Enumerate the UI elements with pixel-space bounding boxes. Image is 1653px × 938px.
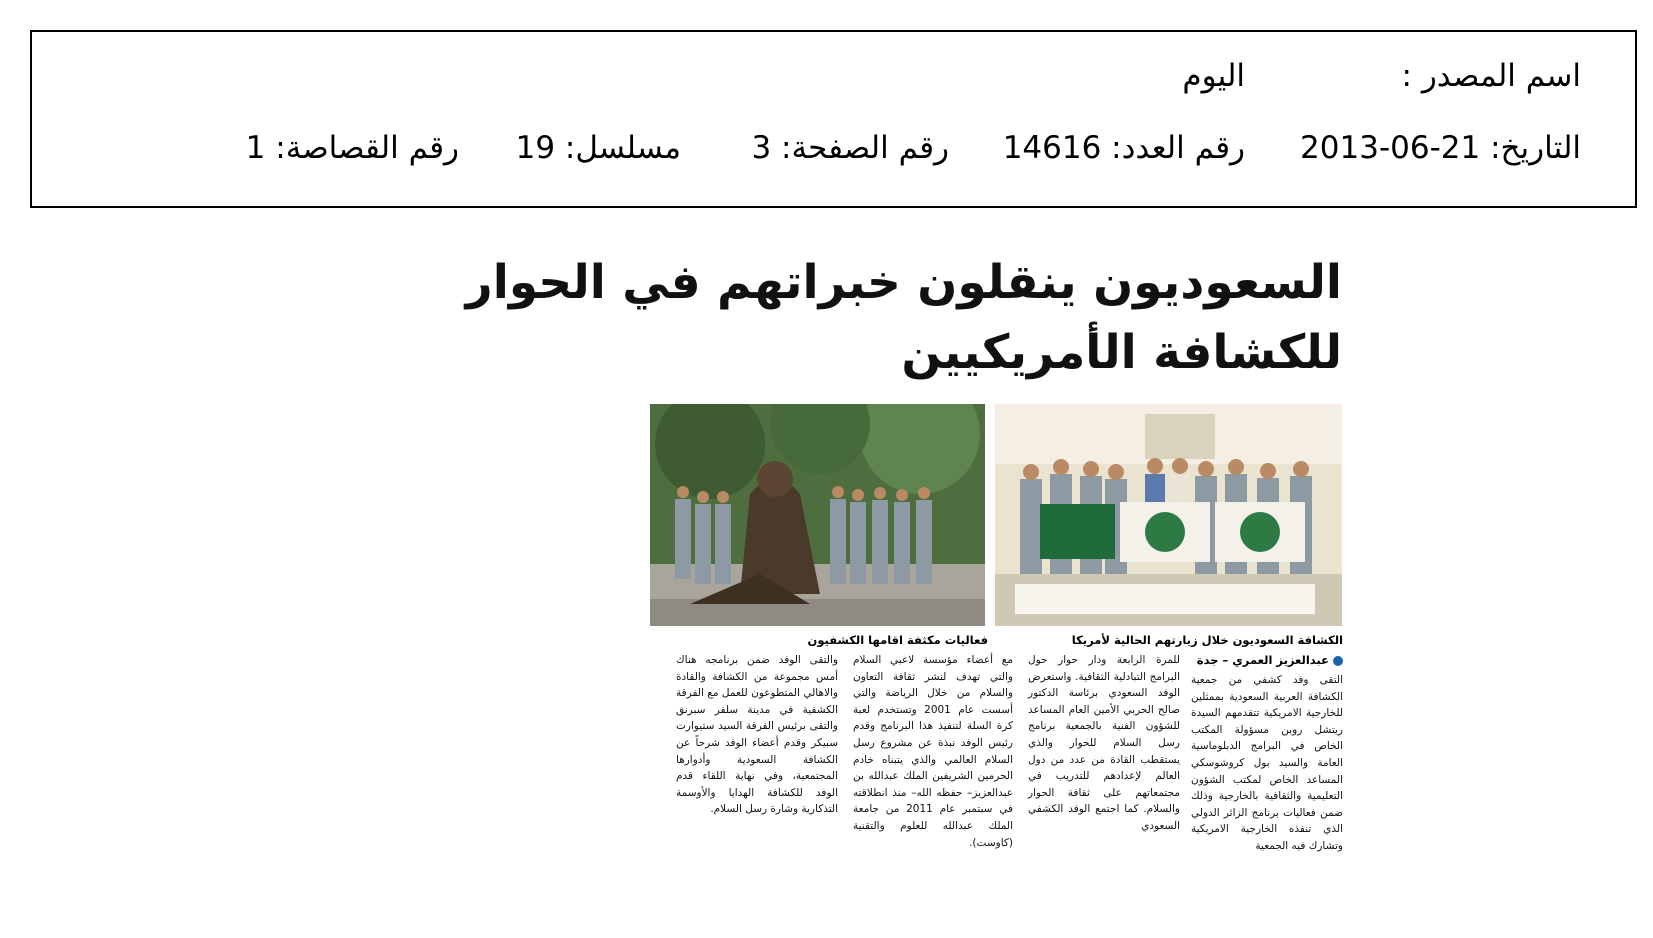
source-value: اليوم: [1182, 58, 1245, 94]
newspaper-clipping: [300, 240, 1355, 870]
article-column-4: [676, 652, 838, 818]
source-label: اسم المصدر :: [1401, 58, 1581, 94]
column-text: التقى وفد كشفي من جمعية الكشافة العربية السعودية بممثلين للخارجية الامريكية تتقدمهم السيدة ريتشل روبن مسؤولة المكتب الخاص في البرامج الدبلوماسية العامة والسيد بول كروشوسكي المساعد الخاص لمكتب الشؤون التعليمية والثقافية بالخارجية وذلك ضمن فعاليات برنامج الزائر الدولي الذي تنفذه الخارجية الامريكية وتشارك فيه الجمعية: [1191, 674, 1343, 852]
photo-scouts-flags: [995, 404, 1342, 626]
article-headline: السعوديون ينقلون خبراتهم في الحوار للكشافة الأمريكيين: [465, 255, 1342, 380]
column-text: والتقى الوفد ضمن برنامجه هناك أمس مجموعة من الكشافة والقادة والاهالي المتطوعون للعمل مع الفرقة الكشفية في مدينة سلفر سبرنق والتقى برئيس الفرقة السيد ستيوارت سبيكر وقدم أعضاء الوفد شرحاً عن الكشافة السعودية وأدوارها المجتمعية، وفي نهاية اللقاء قدم الوفد للكشافة الهدايا والأوسمة التذكارية وشارة رسل السلام.: [676, 654, 838, 816]
header-box: [30, 30, 1637, 208]
caption-right-photo: الكشافة السعوديون خلال زيارتهم الحالية لأمريكا: [1071, 633, 1343, 647]
serial-number: مسلسل: 19: [515, 130, 681, 166]
byline-text: عبدالعزيز العمري – جدة: [1196, 653, 1329, 667]
bullet-dot-icon: [1333, 656, 1343, 666]
date-field: التاريخ: 21-06-2013: [1300, 130, 1581, 166]
issue-number: رقم العدد: 14616: [1002, 130, 1245, 166]
column-text: مع أعضاء مؤسسة لاعبي السلام والتي تهدف لنشر ثقافة التعاون والسلام من خلال الرياضة والتي أسست عام 2001 وتستخدم لعبة كرة السلة لتنفيذ هذا البرنامج وقدم رئيس الوفد نبذة عن مشروع رسل السلام العالمي والذي يتبناه خادم الحرمين الشريفين الملك عبدالله بن عبدالعزيز– حفظه الله– منذ انطلاقته في سبتمبر عام 2011 من جامعة الملك عبدالله للعلوم والتقنية (كاوست).: [853, 654, 1013, 849]
caption-left-photo: فعاليات مكثفة اقامها الكشفيون: [807, 633, 988, 647]
page-number: رقم الصفحة: 3: [751, 130, 949, 166]
article-column-3: [853, 652, 1013, 851]
photo-scouts-statue-image: [650, 404, 985, 626]
article-column-2: [1028, 652, 1180, 835]
clip-number: رقم القصاصة: 1: [245, 130, 459, 166]
column-text: للمرة الرابعة ودار حوار حول البرامج التبادلية الثقافية. واستعرض الوفد السعودي برئاسة الدكتور صالح الحربي الأمين العام المساعد للشؤون الفنية بالجمعية برنامج رسل السلام للحوار والذي يستقطب القادة من عدد من دول العالم لإعدادهم للتدريب في مجتمعاتهم على ثقافة الحوار والسلام. كما اجتمع الوفد الكشفي السعودي: [1028, 654, 1180, 832]
photo-scouts-flags-image: [995, 404, 1342, 626]
byline: [1197, 653, 1343, 667]
article-column-1: [1191, 672, 1343, 855]
photo-scouts-statue: [650, 404, 985, 626]
